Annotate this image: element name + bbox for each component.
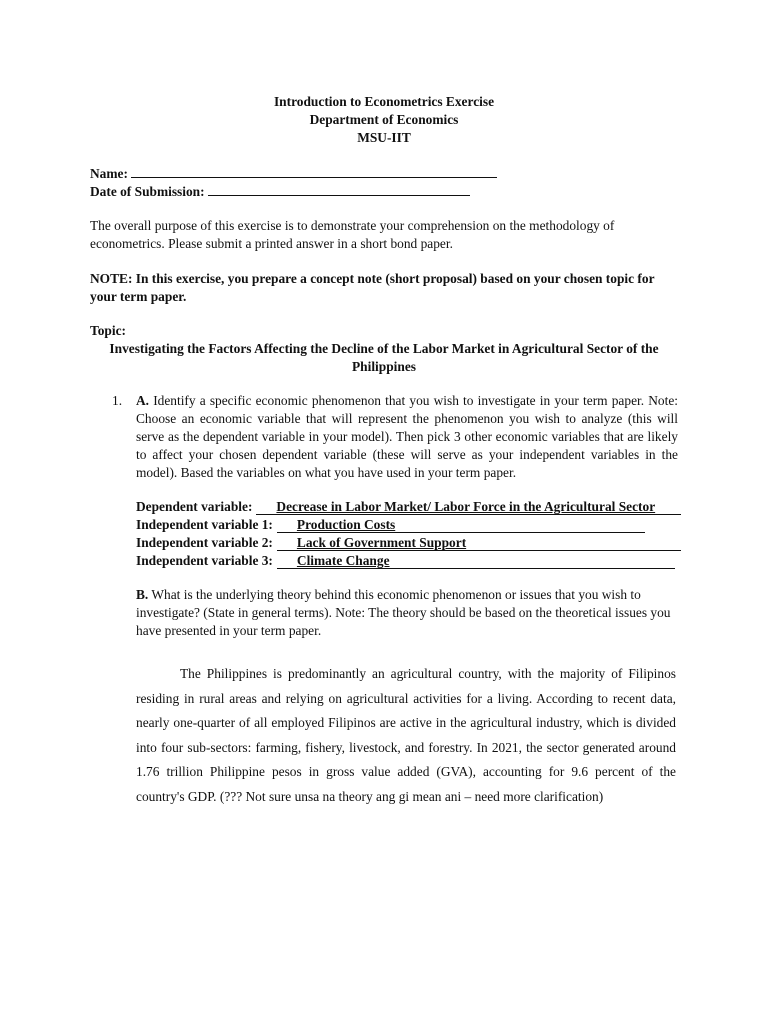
variable-label: Dependent variable: xyxy=(136,499,253,514)
date-blank xyxy=(208,182,470,196)
item-number: 1. xyxy=(112,393,123,408)
header-course-title: Introduction to Econometrics Exercise xyxy=(273,94,495,109)
independent-variable-3-row xyxy=(136,552,681,570)
variable-value: Production Costs xyxy=(277,516,645,533)
dependent-variable-row xyxy=(136,498,681,516)
variables-list xyxy=(136,498,681,570)
name-label: Name: xyxy=(90,166,128,181)
variable-value: Climate Change xyxy=(277,552,675,569)
part-a-instructions: Identify a specific economic phenomenon that you wish to investigate in your term paper. Note: Choose an economic variable that will represent the phenomenon you wish to analyze (this will serve as the dependent variable in your model). Then pick 3 other economic variables that are likely to affect your chosen dependent variable (these will serve as your independent variables in the model). Based the variables on what you have used in your term paper. xyxy=(136,393,678,480)
variable-label: Independent variable 3: xyxy=(136,553,273,568)
variable-value: Decrease in Labor Market/ Labor Force in the Agricultural Sector xyxy=(256,498,681,515)
variable-value: Lack of Government Support xyxy=(277,534,681,551)
header-institution: MSU-IIT xyxy=(357,130,411,145)
date-label: Date of Submission: xyxy=(90,184,205,199)
topic-title: Investigating the Factors Affecting the Decline of the Labor Market in Agricultural Sector of the Philippines xyxy=(109,341,659,374)
part-b-instructions: What is the underlying theory behind this economic phenomenon or issues that you wish to investigate? (State in general terms). Note: The theory should be based on the theoretical issues you have presented in your term paper. xyxy=(136,587,671,638)
part-a-label: A. xyxy=(136,393,150,408)
part-b-text xyxy=(136,586,681,640)
header-department: Department of Economics xyxy=(309,112,459,127)
name-blank xyxy=(131,164,497,178)
independent-variable-1-row xyxy=(136,516,681,534)
topic-label: Topic: xyxy=(90,323,126,338)
intro-paragraph: The overall purpose of this exercise is to demonstrate your comprehension on the methodology of econometrics. Please submit a printed answer in a short bond paper. xyxy=(90,218,615,251)
date-field xyxy=(90,182,470,201)
name-field xyxy=(90,164,497,183)
answer-paragraph: The Philippines is predominantly an agricultural country, with the majority of Filipinos residing in rural areas and relying on agricultural activities for a living. According to recent data, nearly one-quarter of all employed Filipinos are active in the agricultural industry, which is divided into four sub-sectors: farming, fishery, livestock, and forestry. In 2021, the sector generated around 1.76 trillion Philippine pesos in gross value added (GVA), accounting for 9.6 percent of the country's GDP. (??? Not sure unsa na theory ang gi mean ani – need more clarification) xyxy=(136,666,676,804)
document-header xyxy=(0,93,768,147)
variable-label: Independent variable 2: xyxy=(136,535,273,550)
part-b-label: B. xyxy=(136,587,149,602)
part-a-text xyxy=(136,392,678,482)
note-paragraph: NOTE: In this exercise, you prepare a concept note (short proposal) based on your chosen topic for your term paper. xyxy=(90,271,655,304)
variable-label: Independent variable 1: xyxy=(136,517,273,532)
independent-variable-2-row xyxy=(136,534,681,552)
